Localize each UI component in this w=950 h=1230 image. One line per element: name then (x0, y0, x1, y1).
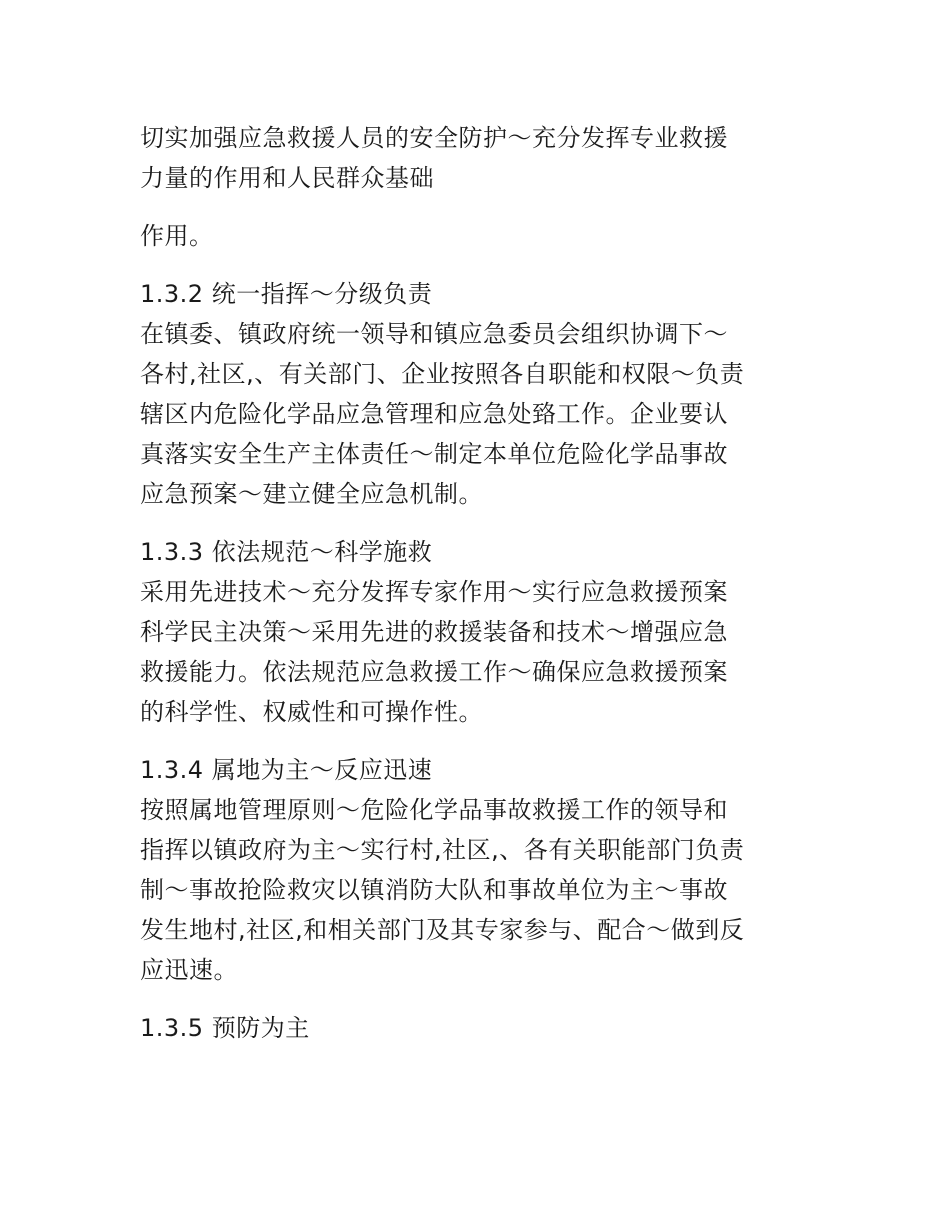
heading-text: 1.3.5 预防为主 (140, 1014, 310, 1042)
paragraph (140, 572, 812, 732)
document-body (140, 118, 812, 1048)
section-heading-1-3-4 (140, 750, 812, 790)
text-line: 切实加强应急救援人员的安全防护～充分发挥专业救援 (140, 124, 728, 152)
text-line: 采用先进技术～充分发挥专家作用～实行应急救援预案 (140, 578, 728, 606)
section-heading-1-3-3 (140, 532, 812, 572)
text-line: 各村,社区,、有关部门、企业按照各自职能和权限～负责 (140, 360, 745, 388)
heading-text: 1.3.3 依法规范～科学施救 (140, 538, 433, 566)
text-line: 应迅速。 (140, 956, 238, 984)
section-heading-1-3-5 (140, 1008, 812, 1048)
text-line: 在镇委、镇政府统一领导和镇应急委员会组织协调下～ (140, 320, 728, 348)
section-heading-1-3-2 (140, 274, 812, 314)
text-line: 发生地村,社区,和相关部门及其专家参与、配合～做到反 (140, 916, 745, 944)
text-line: 作用。 (140, 222, 214, 250)
heading-text: 1.3.2 统一指挥～分级负责 (140, 280, 433, 308)
text-line: 制～事故抢险救灾以镇消防大队和事故单位为主～事故 (140, 876, 728, 904)
text-line: 力量的作用和人民群众基础 (140, 164, 434, 192)
text-line: 真落实安全生产主体责任～制定本单位危险化学品事故 (140, 440, 728, 468)
paragraph (140, 790, 812, 990)
text-line: 应急预案～建立健全应急机制。 (140, 480, 483, 508)
paragraph (140, 216, 812, 256)
text-line: 辖区内危险化学品应急管理和应急处臵工作。企业要认 (140, 400, 728, 428)
text-line: 的科学性、权威性和可操作性。 (140, 698, 483, 726)
text-line: 按照属地管理原则～危险化学品事故救援工作的领导和 (140, 796, 728, 824)
text-line: 指挥以镇政府为主～实行村,社区,、各有关职能部门负责 (140, 836, 745, 864)
text-line: 科学民主决策～采用先进的救援装备和技术～增强应急 (140, 618, 728, 646)
paragraph (140, 118, 812, 198)
heading-text: 1.3.4 属地为主～反应迅速 (140, 756, 433, 784)
paragraph (140, 314, 812, 514)
text-line: 救援能力。依法规范应急救援工作～确保应急救援预案 (140, 658, 728, 686)
